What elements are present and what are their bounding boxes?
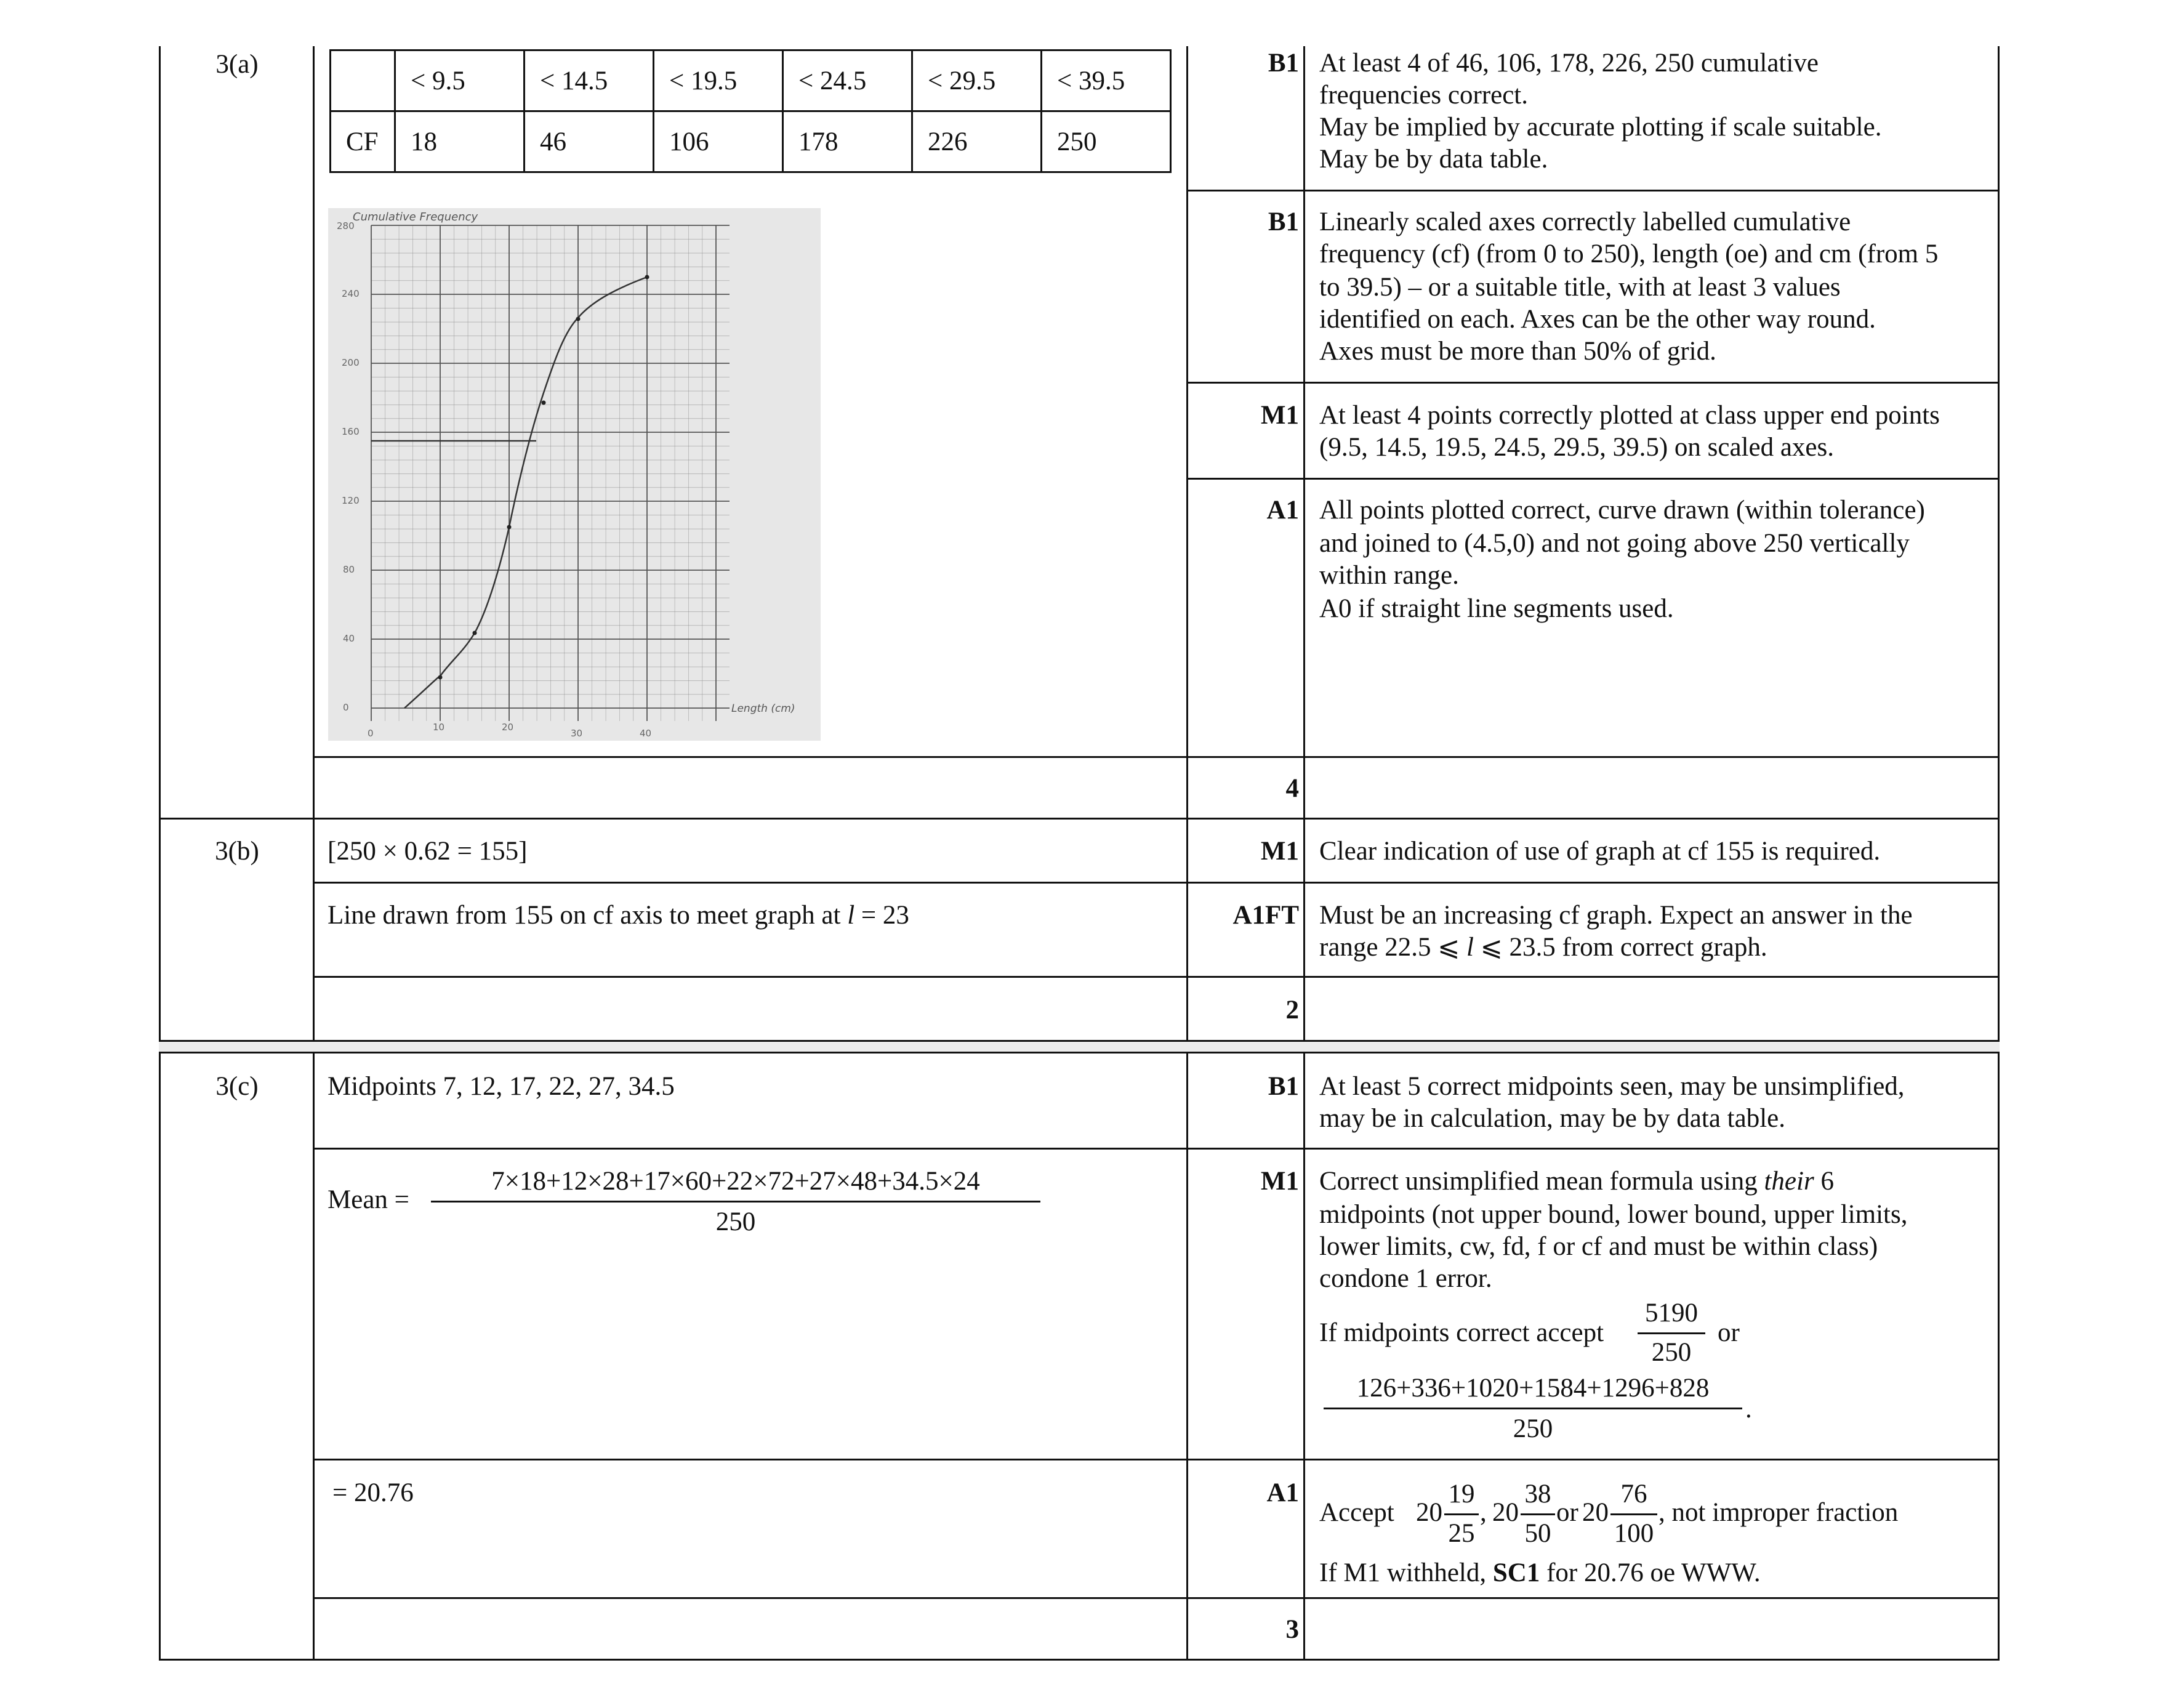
x-tick-label: 20 xyxy=(502,722,514,733)
answer-text: Line drawn from 155 on cf axis to meet graph at xyxy=(328,901,848,930)
accept-numerator: 5190 xyxy=(1645,1299,1698,1327)
mean-numerator: 7×18+12×28+17×60+22×72+27×48+34.5×24 xyxy=(491,1167,980,1196)
mixed-denominator: 100 xyxy=(1614,1519,1654,1548)
mixed-whole: 20 xyxy=(1582,1498,1609,1527)
note-text: for 20.76 oe WWW. xyxy=(1540,1558,1761,1587)
rule xyxy=(313,882,2000,884)
y-tick-label: 80 xyxy=(343,564,355,575)
y-tick-label: 160 xyxy=(342,426,360,437)
mixed-separator: or xyxy=(1556,1498,1578,1527)
table-cell: < 9.5 xyxy=(395,50,525,111)
table-cell: < 24.5 xyxy=(783,50,912,111)
y-tick-label: 240 xyxy=(342,288,360,299)
table-cell: < 39.5 xyxy=(1042,50,1171,111)
y-tick-label: 280 xyxy=(337,220,355,232)
note-3a-2-l4: identified on each. Axes can be the other way round. xyxy=(1319,305,1876,334)
note-text: range 22.5 ⩽ xyxy=(1319,933,1467,962)
special-case-note xyxy=(1319,1557,1761,1590)
rule xyxy=(313,1148,2000,1150)
note-3a-4-l1: All points plotted correct, curve drawn (within tolerance) xyxy=(1319,496,1925,525)
note-3b-2-l2 xyxy=(1319,931,1767,964)
table-cell: 106 xyxy=(654,111,783,172)
mark-3a-3: M1 xyxy=(1260,401,1299,430)
mark-3c-1: B1 xyxy=(1268,1072,1299,1101)
x-tick-label: 0 xyxy=(368,728,374,739)
note-3b-1: Clear indication of use of graph at cf 155 is required. xyxy=(1319,837,1881,866)
answer-3b-2 xyxy=(328,899,909,932)
mixed-fraction-bar xyxy=(1610,1513,1657,1515)
border-left xyxy=(159,46,161,1660)
y-tick-label: 200 xyxy=(342,357,360,368)
accept-intro: If midpoints correct accept xyxy=(1319,1318,1604,1347)
note-3a-2-l3: to 39.5) – or a suitable title, with at least 3 values xyxy=(1319,273,1841,302)
mark-3c-2: M1 xyxy=(1260,1167,1299,1196)
note-text: ⩽ 23.5 from correct graph. xyxy=(1473,933,1767,962)
mixed-numerator: 38 xyxy=(1524,1480,1551,1509)
graph-title: Cumulative Frequency xyxy=(353,211,478,224)
cf-table-header-row xyxy=(331,50,1171,111)
accept2-fraction-bar xyxy=(1324,1408,1742,1409)
question-id-3c: 3(c) xyxy=(215,1072,259,1101)
accept-word: Accept xyxy=(1319,1498,1394,1527)
mixed-numerator: 19 xyxy=(1448,1480,1475,1509)
accept-denominator: 250 xyxy=(1651,1338,1692,1367)
mean-denominator: 250 xyxy=(715,1207,756,1236)
mixed-denominator: 25 xyxy=(1448,1519,1475,1548)
x-tick-label: 10 xyxy=(433,722,445,733)
mixed-whole: 20 xyxy=(1416,1498,1442,1527)
note-3a-1-l1: At least 4 of 46, 106, 178, 226, 250 cumulative xyxy=(1319,49,1819,78)
y-tick-label: 40 xyxy=(343,633,355,644)
question-id-3b: 3(b) xyxy=(215,837,259,866)
note-3a-4-l3: within range. xyxy=(1319,561,1459,590)
table-cell: < 29.5 xyxy=(912,50,1042,111)
graph-grid xyxy=(371,225,730,721)
border-col1 xyxy=(313,46,315,1660)
note-3a-2-l2: frequency (cf) (from 0 to 250), length (oe) and cm (from 5 xyxy=(1319,240,1939,268)
mean-label: Mean = xyxy=(328,1185,409,1214)
question-id-3a: 3(a) xyxy=(215,50,259,79)
note-text: 6 xyxy=(1814,1167,1834,1196)
note-3a-4-l2: and joined to (4.5,0) and not going above 250 vertically xyxy=(1319,529,1910,558)
accept-tail: , not improper fraction xyxy=(1658,1498,1899,1527)
variable-l: l xyxy=(1466,933,1474,962)
note-3c-2-l2: midpoints (not upper bound, lower bound, upper limits, xyxy=(1319,1200,1908,1229)
note-text: Correct unsimplified mean formula using xyxy=(1319,1167,1764,1196)
y-tick-label: 120 xyxy=(342,495,360,506)
x-tick-labels xyxy=(368,722,651,739)
variable-l: l xyxy=(847,901,855,930)
x-tick-label: 30 xyxy=(571,728,583,739)
mixed-separator: , xyxy=(1480,1498,1487,1527)
note-3c-2-l3: lower limits, cw, fd, f or cf and must be within class) xyxy=(1319,1232,1878,1261)
graph-svg xyxy=(328,208,821,741)
border-col3 xyxy=(1303,46,1305,1660)
x-axis-label: Length (cm) xyxy=(731,703,795,715)
total-3b: 2 xyxy=(1285,996,1299,1025)
note-3a-3-l1: At least 4 points correctly plotted at class upper end points xyxy=(1319,401,1940,430)
note-3c-1-l2: may be in calculation, may be by data table. xyxy=(1319,1104,1785,1133)
table-cell: 18 xyxy=(395,111,525,172)
note-3a-1-l4: May be by data table. xyxy=(1319,145,1548,174)
table-cell: 46 xyxy=(525,111,654,172)
y-tick-labels xyxy=(337,220,360,713)
mixed-whole: 20 xyxy=(1492,1498,1519,1527)
mark-3a-1: B1 xyxy=(1268,49,1299,78)
rule xyxy=(313,1597,2000,1599)
note-3a-1-l3: May be implied by accurate plotting if scale suitable. xyxy=(1319,113,1882,142)
rule xyxy=(313,1459,2000,1460)
rule xyxy=(313,756,2000,758)
note-3a-2-l1: Linearly scaled axes correctly labelled cumulative xyxy=(1319,207,1851,236)
rule xyxy=(159,818,2000,820)
table-cell: 226 xyxy=(912,111,1042,172)
mixed-fraction-bar xyxy=(1521,1513,1555,1515)
mean-fraction-bar xyxy=(431,1201,1040,1202)
answer-text: = 23 xyxy=(854,901,909,930)
mixed-denominator: 50 xyxy=(1524,1519,1551,1548)
accept-or: or xyxy=(1718,1318,1740,1347)
note-3a-1-l2: frequencies correct. xyxy=(1319,81,1529,110)
sc-mark: SC1 xyxy=(1492,1558,1540,1587)
table-cell: < 14.5 xyxy=(525,50,654,111)
accept2-numerator: 126+336+1020+1584+1296+828 xyxy=(1356,1374,1710,1403)
y-tick-label: 0 xyxy=(343,702,349,713)
cf-table xyxy=(329,49,1172,173)
table-cell: 178 xyxy=(783,111,912,172)
note-text: If M1 withheld, xyxy=(1319,1558,1493,1587)
mixed-numerator: 76 xyxy=(1620,1480,1647,1509)
note-3b-2-l1: Must be an increasing cf graph. Expect an answer in the xyxy=(1319,901,1913,930)
note-3a-3-l2: (9.5, 14.5, 19.5, 24.5, 29.5, 39.5) on scaled axes. xyxy=(1319,433,1834,462)
rule xyxy=(159,1659,2000,1661)
note-3a-2-l5: Axes must be more than 50% of grid. xyxy=(1319,337,1716,366)
mark-3a-2: B1 xyxy=(1268,207,1299,236)
rule xyxy=(159,1052,2000,1053)
table-cell: < 19.5 xyxy=(654,50,783,111)
note-3a-4-l4: A0 if straight line segments used. xyxy=(1319,594,1674,623)
rule xyxy=(1186,190,2000,191)
total-3c: 3 xyxy=(1285,1615,1299,1644)
accept-fraction-bar xyxy=(1638,1332,1705,1334)
answer-3b-1: [250 × 0.62 = 155] xyxy=(328,837,528,866)
answer-3c-3: = 20.76 xyxy=(332,1478,414,1507)
table-cell: 250 xyxy=(1042,111,1171,172)
answer-3c-1: Midpoints 7, 12, 17, 22, 27, 34.5 xyxy=(328,1072,675,1101)
mixed-fraction-bar xyxy=(1444,1513,1479,1515)
cf-table-data-row xyxy=(331,111,1171,172)
table-cell xyxy=(331,50,395,111)
note-3c-2-l4: condone 1 error. xyxy=(1319,1264,1492,1293)
total-3a: 4 xyxy=(1285,774,1299,803)
rule xyxy=(1186,478,2000,480)
note-emphasis: their xyxy=(1764,1167,1814,1196)
rule xyxy=(1186,382,2000,384)
accept2-period: . xyxy=(1745,1395,1752,1424)
mark-3a-4: A1 xyxy=(1266,496,1299,525)
separator-band xyxy=(159,1042,2000,1052)
x-tick-label: 40 xyxy=(640,728,652,739)
border-right xyxy=(1998,46,2000,1660)
mark-3b-1: M1 xyxy=(1260,837,1299,866)
accept2-denominator: 250 xyxy=(1513,1414,1553,1443)
mark-3c-3: A1 xyxy=(1266,1478,1299,1507)
mark-3b-2: A1FT xyxy=(1232,901,1299,930)
border-col2 xyxy=(1186,46,1188,1660)
rule xyxy=(313,976,2000,978)
table-cell: CF xyxy=(331,111,395,172)
note-3c-1-l1: At least 5 correct midpoints seen, may be unsimplified, xyxy=(1319,1072,1905,1101)
cumulative-frequency-graph xyxy=(328,208,821,741)
note-3c-2-l1 xyxy=(1319,1165,1834,1198)
